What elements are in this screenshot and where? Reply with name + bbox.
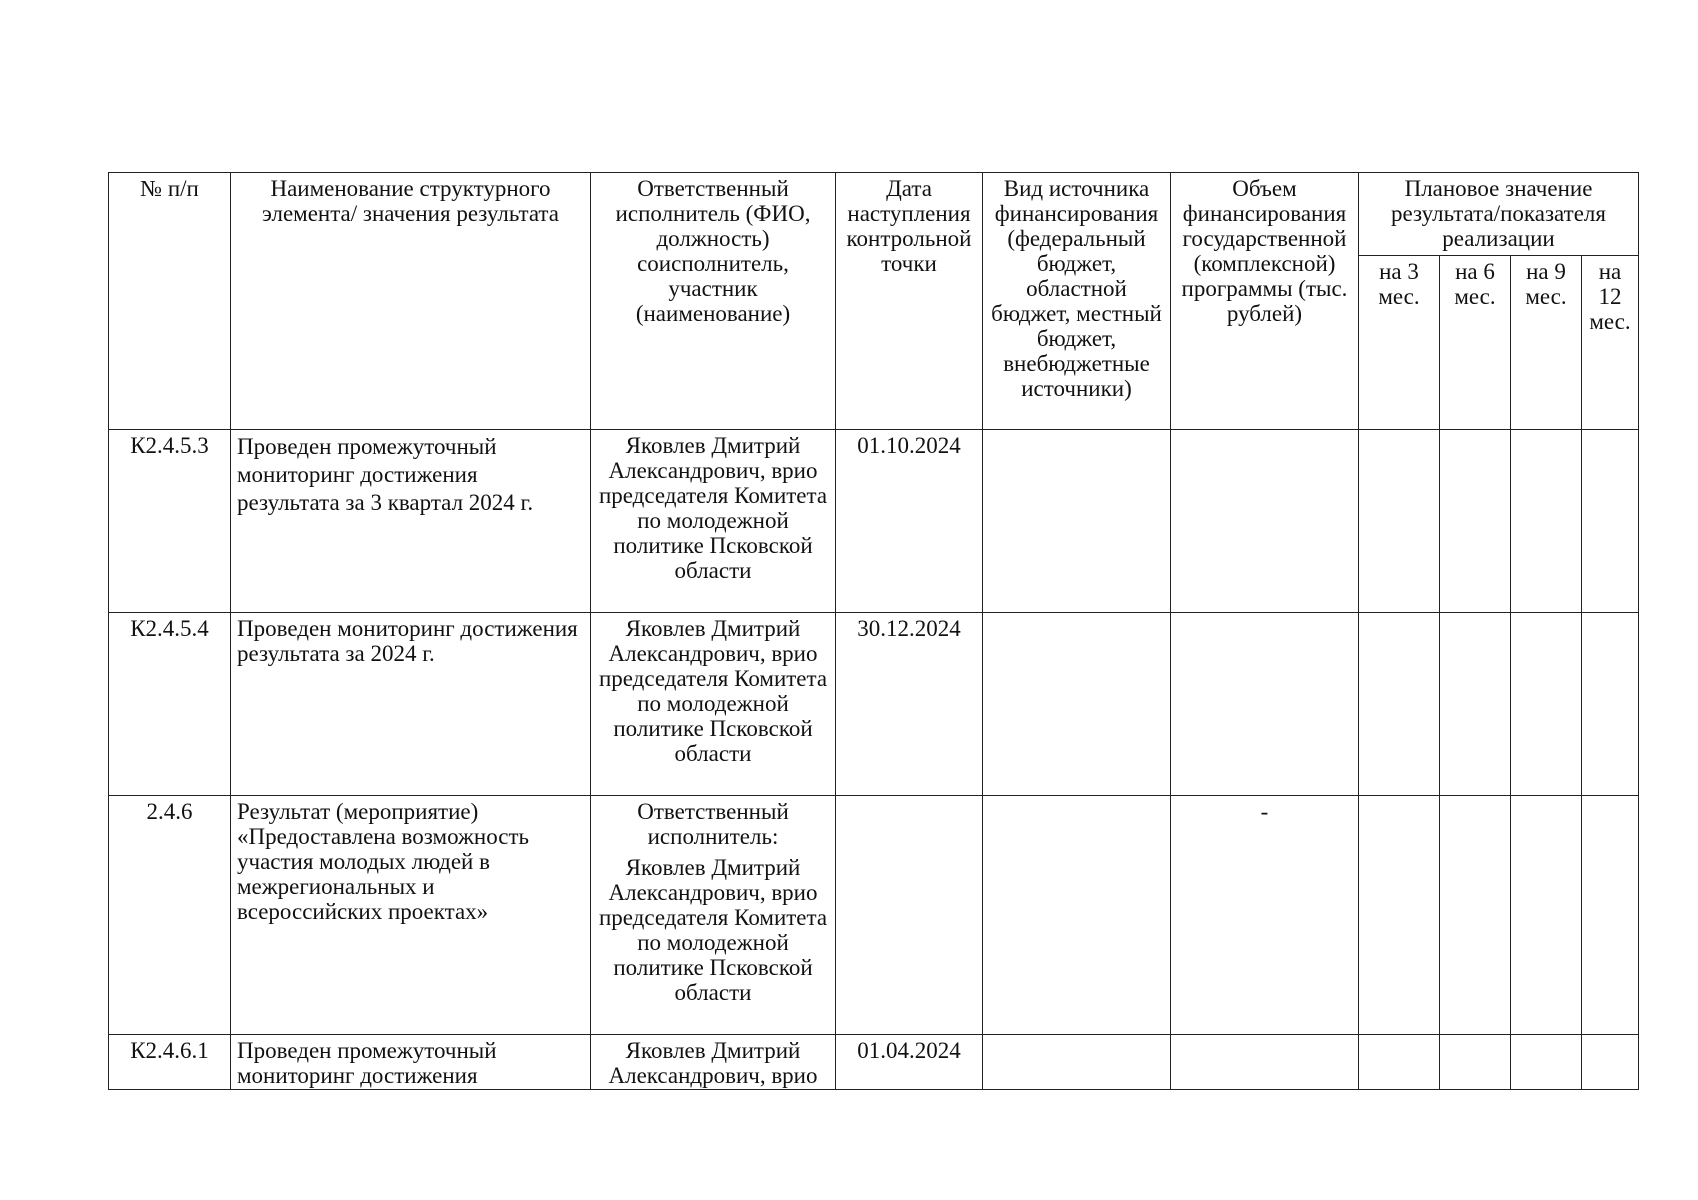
row-number: К2.4.5.4 — [109, 613, 231, 796]
table-row — [109, 1035, 1639, 1090]
table-row — [109, 613, 1639, 796]
header-9-months: на 9 мес. — [1511, 256, 1582, 430]
row-name: Проведен мониторинг достижения результата за 2024 г. — [231, 613, 591, 796]
row-number: К2.4.6.1 — [109, 1035, 231, 1090]
row-executor — [591, 796, 836, 1035]
row-executor — [591, 430, 836, 613]
row-6-months — [1440, 613, 1511, 796]
row-name: Проведен промежуточный мониторинг достижения — [231, 1035, 591, 1090]
row-date: 01.04.2024 — [836, 1035, 983, 1090]
row-3-months — [1359, 1035, 1440, 1090]
table-row — [109, 430, 1639, 613]
row-6-months — [1440, 796, 1511, 1035]
row-date: 30.12.2024 — [836, 613, 983, 796]
row-executor-text: Яковлев Дмитрий Александрович, врио — [608, 1038, 818, 1088]
header-num: № п/п — [109, 173, 231, 430]
plan-table — [108, 172, 1639, 1090]
row-source — [983, 1035, 1171, 1090]
row-6-months — [1440, 430, 1511, 613]
row-12-months — [1582, 430, 1639, 613]
row-volume — [1171, 430, 1359, 613]
header-executor: Ответственный исполнитель (ФИО, должность) соисполнитель, участник (наименование) — [591, 173, 836, 430]
row-executor-text: Яковлев Дмитрий Александрович, врио председателя Комитета по молодежной политике Псковской области — [598, 855, 828, 1005]
row-executor — [591, 1035, 836, 1090]
row-number: К2.4.5.3 — [109, 430, 231, 613]
table-header-row — [109, 173, 1639, 256]
row-executor-text: Яковлев Дмитрий Александрович, врио председателя Комитета по молодежной политике Псковской области — [598, 433, 828, 583]
row-source — [983, 613, 1171, 796]
row-name: Проведен промежуточный мониторинг достижения результата за 3 квартал 2024 г. — [231, 430, 591, 613]
header-plan: Плановое значение результата/показателя реализации — [1359, 173, 1639, 256]
row-source — [983, 430, 1171, 613]
row-executor-label: Ответственный исполнитель: — [637, 799, 789, 849]
row-date — [836, 796, 983, 1035]
row-3-months — [1359, 613, 1440, 796]
row-name: Результат (мероприятие) «Предоставлена возможность участия молодых людей в межрегиональных и всероссийских проектах» — [231, 796, 591, 1035]
row-9-months — [1511, 613, 1582, 796]
row-6-months — [1440, 1035, 1511, 1090]
header-source: Вид источника финансирования (федеральный бюджет, областной бюджет, местный бюджет, внебюджетные источники) — [983, 173, 1171, 430]
row-12-months — [1582, 1035, 1639, 1090]
header-volume: Объем финансирования государственной (комплексной) программы (тыс. рублей) — [1171, 173, 1359, 430]
row-9-months — [1511, 1035, 1582, 1090]
row-date: 01.10.2024 — [836, 430, 983, 613]
row-12-months — [1582, 613, 1639, 796]
row-3-months — [1359, 796, 1440, 1035]
row-executor-text: Яковлев Дмитрий Александрович, врио председателя Комитета по молодежной политике Псковской области — [598, 616, 828, 766]
row-3-months — [1359, 430, 1440, 613]
row-source — [983, 796, 1171, 1035]
header-name: Наименование структурного элемента/ значения результата — [231, 173, 591, 430]
row-volume — [1171, 1035, 1359, 1090]
row-12-months — [1582, 796, 1639, 1035]
row-9-months — [1511, 430, 1582, 613]
header-12-months: на 12 мес. — [1582, 256, 1639, 430]
row-9-months — [1511, 796, 1582, 1035]
table-row — [109, 796, 1639, 1035]
row-executor — [591, 613, 836, 796]
header-date: Дата наступления контрольной точки — [836, 173, 983, 430]
header-6-months: на 6 мес. — [1440, 256, 1511, 430]
header-3-months: на 3 мес. — [1359, 256, 1440, 430]
row-volume: - — [1171, 796, 1359, 1035]
row-volume — [1171, 613, 1359, 796]
row-number: 2.4.6 — [109, 796, 231, 1035]
